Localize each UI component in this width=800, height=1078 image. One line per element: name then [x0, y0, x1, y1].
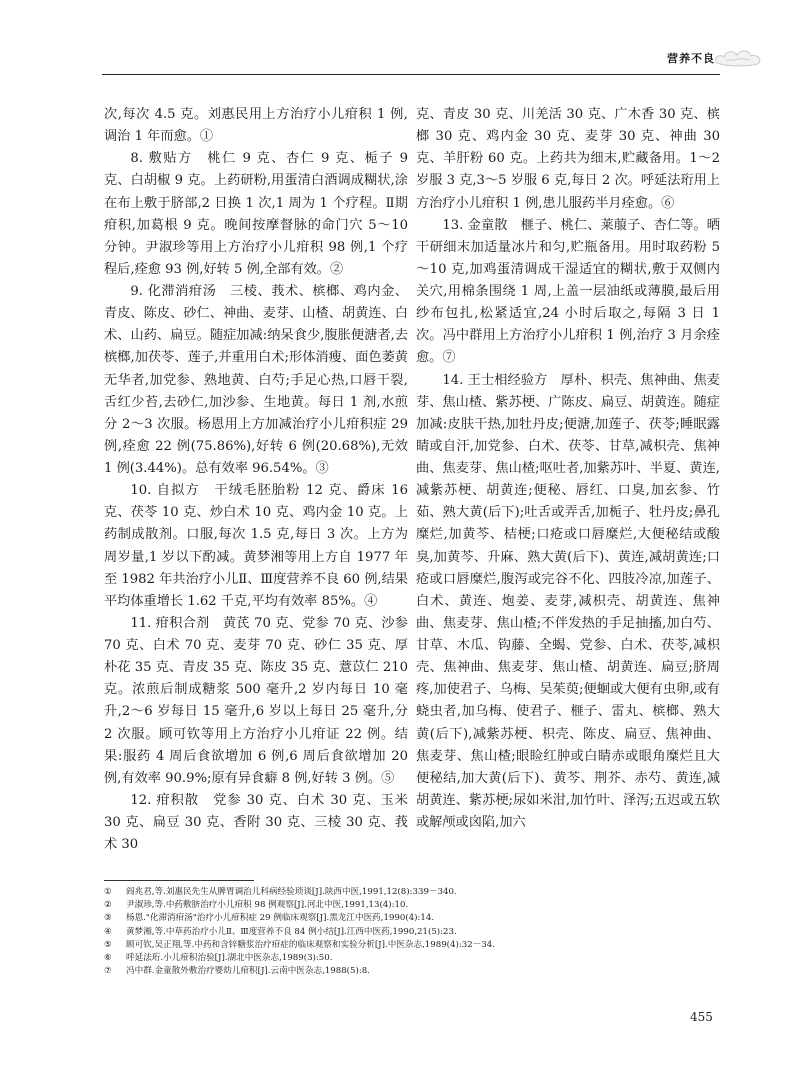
footnote-mark: ④ — [104, 926, 112, 937]
footnote-mark: ③ — [104, 913, 112, 924]
footnote-text: 黄梦湘,等.中草药治疗小儿Ⅱ、Ⅲ度营养不良 84 例小结[J].江西中医药,1990,21(5):23. — [126, 926, 457, 937]
footnote-text: 阎兆君,等.刘惠民先生从脾胃调治儿科病经验琐谈[J].陕西中医,1991,12(8):339－340. — [126, 887, 457, 897]
footnote — [104, 912, 714, 925]
footnote-mark: ⑦ — [104, 966, 112, 977]
footnote-text: 冯中群.金童散外敷治疗婴幼儿疳积[J].云南中医杂志,1988(5):8. — [126, 966, 370, 977]
left-column — [104, 104, 408, 856]
footnote — [104, 939, 714, 952]
paragraph: 11. 疳积合剂 黄芪 70 克、党参 70 克、沙参 70 克、白术 70 克、麦芽 70 克、砂仁 35 克、厚朴花 35 克、青皮 35 克、陈皮 35 克、薏苡仁 210 克。浓煎后制成糖浆 500 毫升,2 岁内每日 10 毫升,2～6 岁每日 15 毫升,6 岁以上每日 25 毫升,分 2 次服。顾可钦等用上方治疗小儿疳证 22 例。结果:服药 4 周后食欲增加 6 例,6 周后食欲增加 20 例,有效率 90.9%;原有异食癖 8 例,好转 3 例。⑤ — [104, 615, 408, 786]
paragraph: 克、青皮 30 克、川羌活 30 克、广木香 30 克、槟榔 30 克、鸡内金 30 克、麦芽 30 克、神曲 30 克、羊肝粉 60 克。上药共为细末,贮藏备用。1～2 岁服 3 克,3～5 岁服 6 克,每日 2 次。呼延法珩用上方治疗小儿疳积 1 例,患儿服药半月痊愈。⑥ — [416, 107, 720, 211]
paragraph: 10. 自拟方 干绒毛胚胎粉 12 克、爵床 16 克、茯苓 10 克、炒白术 10 克、鸡内金 10 克。上药制成散剂。口服,每次 1.5 克,每日 3 次。上方为周岁量,1 岁以下酌减。黄梦湘等用上方自 1977 年至 1982 年共治疗小儿Ⅱ、Ⅲ度营养不良 60 例,结果平均体重增长 1.62 千克,平均有效率 85%。④ — [104, 483, 408, 609]
page-number: 455 — [690, 1010, 713, 1024]
paragraph: 13. 金童散 榧子、桃仁、莱菔子、杏仁等。晒干研细末加适量冰片和匀,贮瓶备用。用时取药粉 5～10 克,加鸡蛋清调成干湿适宜的糊状,敷于双侧内关穴,用棉条围绕 1 周,上盖一层油纸或薄膜,最后用纱布包扎,松紧适宜,24 小时后取之,每隔 3 日 1 次。冯中群用上方治疗小儿疳积 1 例,治疗 3 月余痊愈。⑦ — [416, 217, 720, 366]
cloud-ornament-icon — [712, 46, 764, 70]
footnotes — [104, 886, 714, 978]
footnote — [104, 899, 714, 912]
footnote-mark: ⑤ — [104, 939, 112, 950]
footnote — [104, 965, 714, 978]
footnote — [104, 886, 714, 899]
footnote-text: 呼延法珩.小儿疳积治验[J].湖北中医杂志,1989(3):50. — [126, 953, 333, 964]
footnote-rule — [104, 880, 254, 881]
header-rule — [102, 74, 720, 75]
paragraph: 9. 化滞消疳汤 三棱、莪术、槟榔、鸡内金、青皮、陈皮、砂仁、神曲、麦芽、山楂、胡黄连、白术、山药、扁豆。随症加减:纳呆食少,腹胀便溏者,去槟榔,加茯苓、莲子,并重用白术;形体消瘦、面色萎黄无华者,加党参、熟地黄、白芍;手足心热,口唇干裂,舌红少苔,去砂仁,加沙参、生地黄。每日 1 剂,水煎分 2～3 次服。杨恩用上方加减治疗小儿疳积症 29 例,痊愈 22 例(75.86%),好转 6 例(20.68%),无效 1 例(3.44%)。总有效率 96.54%。③ — [104, 284, 408, 476]
paragraph: 8. 敷贴方 桃仁 9 克、杏仁 9 克、栀子 9 克、白胡椒 9 克。上药研粉,用蛋清白酒调成糊状,涂在布上敷于脐部,2 日换 1 次,1 周为 1 个疗程。Ⅱ期疳积,加葛根 9 克。晚间按摩督脉的命门穴 5～10 分钟。尹淑珍等用上方治疗小儿疳积 98 例,1 个疗程后,痊愈 93 例,好转 5 例,全部有效。② — [104, 151, 408, 277]
right-column — [416, 104, 720, 834]
footnote-mark: ⑥ — [104, 953, 112, 964]
footnote — [104, 952, 714, 965]
footnote-text: 顾可钦,吴正翔,等.中药和含锌糖浆治疗疳症的临床观察和实验分析[J].中医杂志,1989(4):32－34. — [126, 939, 495, 950]
paragraph: 14. 王士相经验方 厚朴、枳壳、焦神曲、焦麦芽、焦山楂、紫苏梗、广陈皮、扁豆、胡黄连。随症加减:皮肤干热,加牡丹皮;便溏,加莲子、茯苓;睡眠露睛或自汗,加党参、白术、茯苓、甘草,减枳壳、焦神曲、焦麦芽、焦山楂;呕吐者,加紫苏叶、半夏、黄连,减紫苏梗、胡黄连;便秘、唇红、口臭,加玄参、竹茹、熟大黄(后下);吐舌或弄舌,加栀子、牡丹皮;鼻孔糜烂,加黄芩、桔梗;口疮或口唇糜烂,大便秘结或酸臭,加黄芩、升麻、熟大黄(后下)、黄连,减胡黄连;口疮或口唇糜烂,腹泻或完谷不化、四肢冷凉,加莲子、白术、黄连、炮姜、麦芽,减枳壳、胡黄连、焦神曲、焦麦芽、焦山楂;不伴发热的手足抽搐,加白芍、甘草、木瓜、钩藤、全蝎、党参、白术、茯苓,减枳壳、焦神曲、焦麦芽、焦山楂、胡黄连、扁豆;脐周疼,加使君子、乌梅、吴茱萸;便蛔或大便有虫卵,或有蛲虫者,加乌梅、使君子、榧子、雷丸、槟榔、熟大黄(后下),减紫苏梗、枳壳、陈皮、扁豆、焦神曲、焦麦芽、焦山楂;眼睑红肿或白睛赤或眼角糜烂且大便秘结,加大黄(后下)、黄芩、荆芥、赤芍、黄连,减胡黄连、紫苏梗;尿如米泔,加竹叶、泽泻;五迟或五软或解颅或囟陷,加六 — [416, 372, 720, 830]
footnote — [104, 926, 714, 939]
paragraph: 12. 疳积散 党参 30 克、白术 30 克、玉米 30 克、扁豆 30 克、香附 30 克、三棱 30 克、莪术 30 — [104, 792, 408, 853]
running-header: 营养不良 — [667, 52, 715, 65]
footnote-mark: ② — [104, 900, 112, 911]
footnote-text: 尹淑珍,等.中药敷脐治疗小儿疳积 98 例观察[J].河北中医,1991,13(4):10. — [126, 900, 409, 911]
footnote-text: 杨恩."化滞消疳汤"治疗小儿疳积症 29 例临床观察[J].黑龙江中医药,1990(4):14. — [126, 913, 435, 924]
footnote-mark: ① — [104, 887, 112, 897]
paragraph: 次,每次 4.5 克。刘惠民用上方治疗小儿疳积 1 例,调治 1 年而愈。① — [104, 107, 408, 145]
